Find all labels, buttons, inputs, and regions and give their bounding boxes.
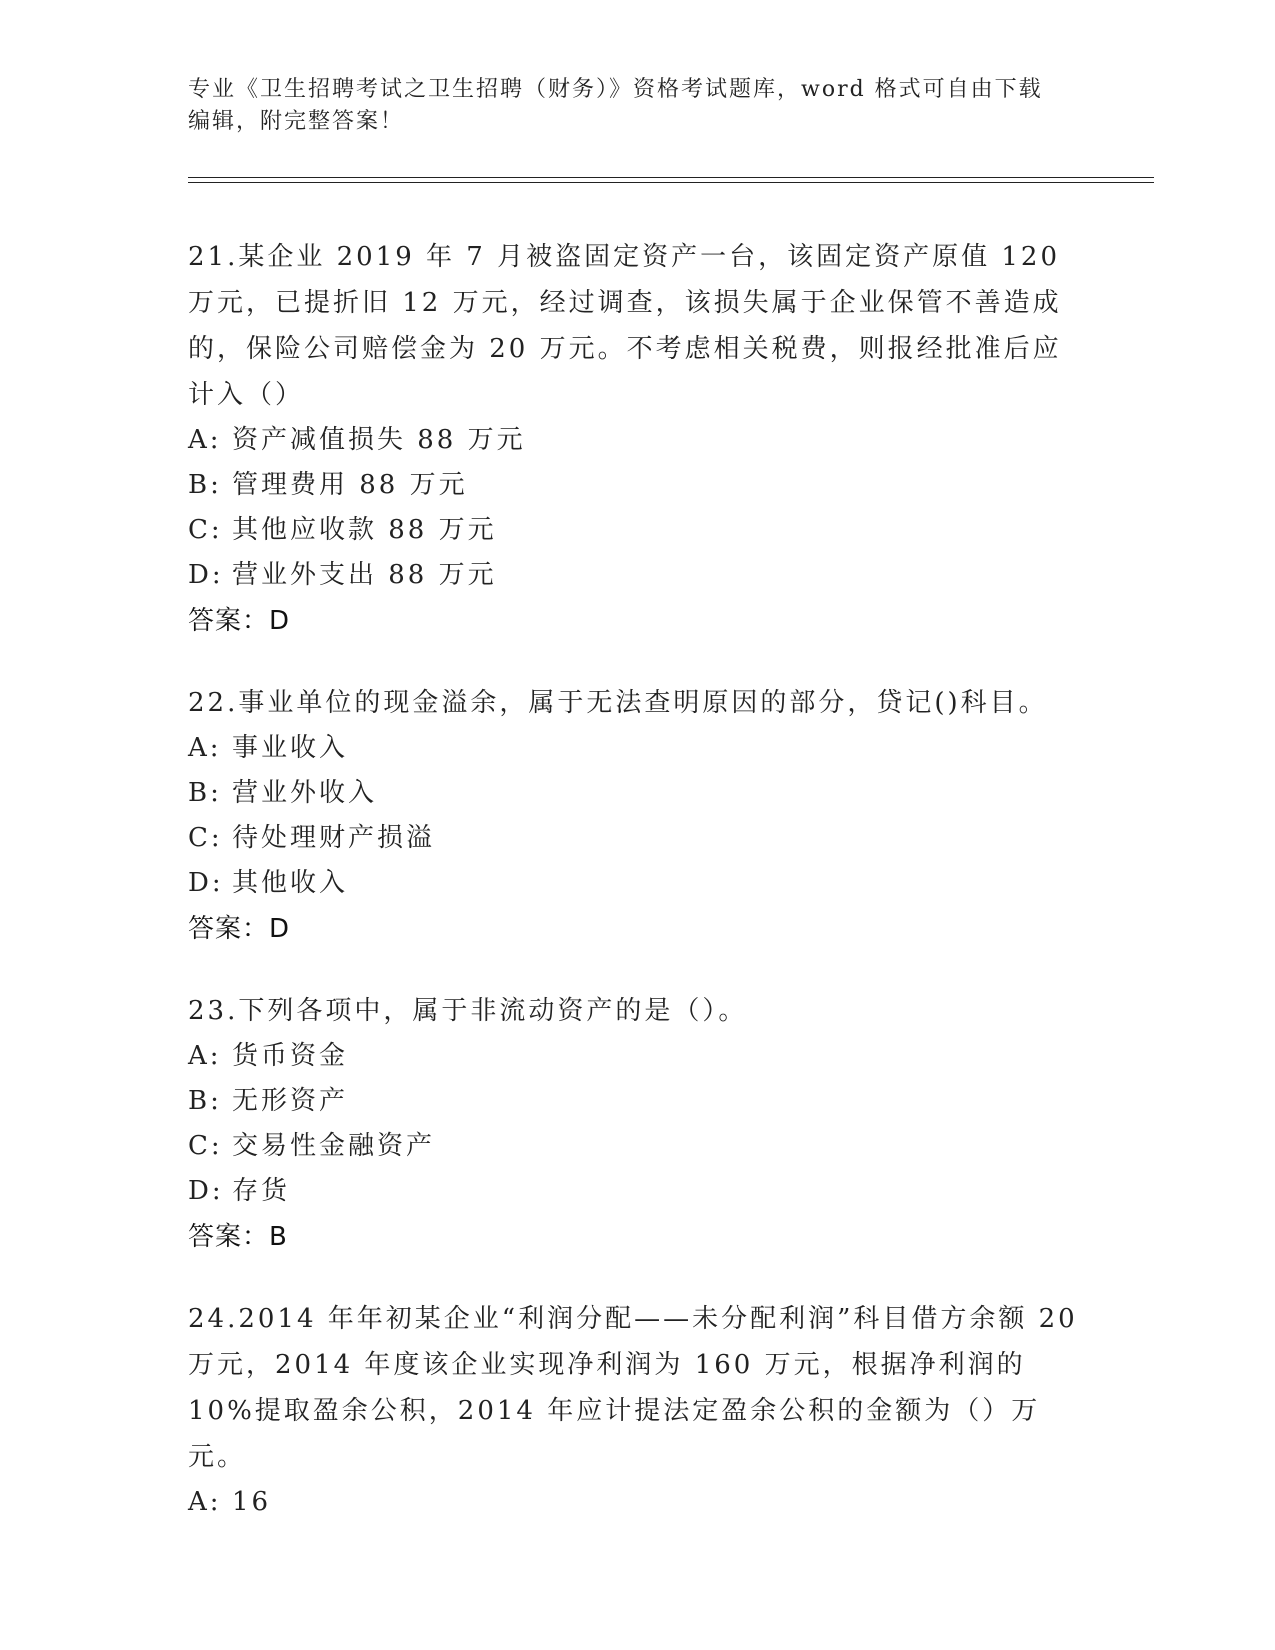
option-key: A: [188,425,222,455]
option-text: 货币资金 [232,1041,349,1071]
option-d [188,861,1088,906]
option-text: 营业外收入 [232,778,378,808]
option-text: 事业收入 [232,733,349,763]
option-b [188,463,1088,508]
option-key: D: [188,560,224,590]
option-d [188,553,1088,598]
option-key: A: [188,733,222,763]
option-text: 无形资产 [232,1086,349,1116]
header-divider-top [188,177,1154,178]
option-key: A: [188,1041,222,1071]
answer-label: 答案：D [188,606,291,636]
option-c [188,1124,1088,1169]
option-key: B: [188,778,222,808]
option-text: 16 [232,1487,272,1517]
option-key: C: [188,823,223,853]
option-b [188,771,1088,816]
answer-label: 答案：B [188,1222,288,1252]
question-23 [188,988,1088,1260]
option-text: 存货 [232,1176,291,1206]
option-key: D: [188,1176,224,1206]
option-text: 其他应收款 88 万元 [232,515,497,545]
option-c [188,816,1088,861]
option-text: 待处理财产损溢 [232,823,436,853]
question-24 [188,1296,1088,1525]
option-a [188,1480,1088,1525]
option-a [188,418,1088,463]
option-d [188,1169,1088,1214]
option-text: 营业外支出 88 万元 [232,560,497,590]
question-text: 24.2014 年年初某企业“利润分配——未分配利润”科目借方余额 20 万元，2014 年度该企业实现净利润为 160 万元，根据净利润的 10%提取盈余公积，2014 年应计提法定盈余公积的金额为（）万元。 [188,1304,1078,1472]
option-text: 其他收入 [232,868,349,898]
header-divider-bottom [188,182,1154,183]
header-line-1: 专业《卫生招聘考试之卫生招聘（财务）》资格考试题库，word 格式可自由下载 [188,77,1043,102]
question-text: 21.某企业 2019 年 7 月被盗固定资产一台，该固定资产原值 120 万元，已提折旧 12 万元，经过调查，该损失属于企业保管不善造成的，保险公司赔偿金为 20 万元。不考虑相关税费，则报经批准后应计入（） [188,242,1062,410]
option-text: 管理费用 88 万元 [232,470,468,500]
question-text: 23.下列各项中，属于非流动资产的是（）。 [188,996,748,1026]
answer-label: 答案：D [188,914,291,944]
option-key: D: [188,868,224,898]
option-key: C: [188,1131,223,1161]
option-c [188,508,1088,553]
option-key: B: [188,470,222,500]
question-22 [188,680,1088,952]
option-a [188,1034,1088,1079]
document-header [188,74,1068,138]
option-b [188,1079,1088,1124]
question-list [188,234,1088,1561]
question-text: 22.事业单位的现金溢余，属于无法查明原因的部分，贷记()科目。 [188,688,1048,718]
option-text: 交易性金融资产 [232,1131,436,1161]
option-key: A: [188,1487,222,1517]
option-text: 资产减值损失 88 万元 [232,425,526,455]
option-key: C: [188,515,223,545]
header-line-2: 编辑，附完整答案！ [188,109,405,134]
option-a [188,726,1088,771]
option-key: B: [188,1086,222,1116]
question-21 [188,234,1088,644]
